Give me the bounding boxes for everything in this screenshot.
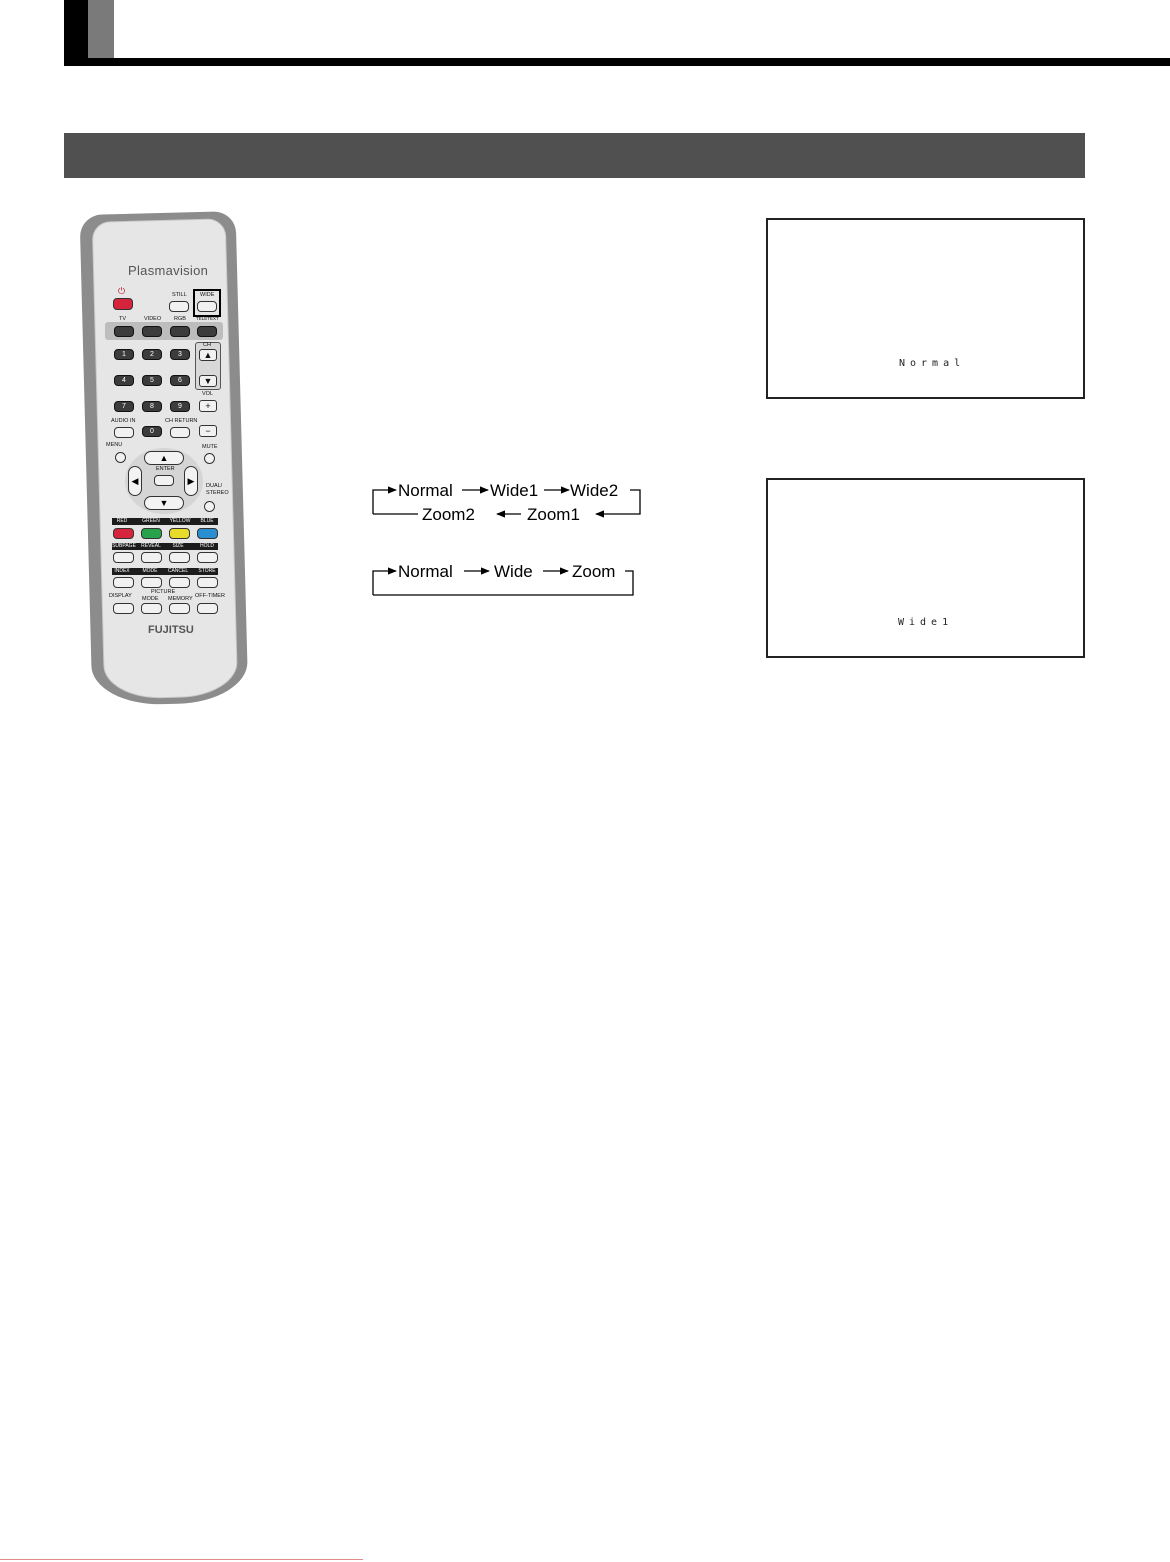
red-button[interactable] xyxy=(113,528,134,539)
ch-label: CH xyxy=(203,342,211,348)
off-timer-label: OFF-TIMER xyxy=(195,593,225,599)
digit-6-button[interactable]: 6 xyxy=(170,375,190,386)
cancel-label: CANCEL xyxy=(167,568,189,574)
footer-rule xyxy=(0,1559,363,1560)
loop-arrow-left xyxy=(373,490,396,514)
picture-mode-button[interactable] xyxy=(141,603,162,614)
video-label: VIDEO xyxy=(144,316,162,322)
blue-button[interactable] xyxy=(197,528,218,539)
flow2-wide: Wide xyxy=(494,562,533,581)
subpage-button[interactable] xyxy=(113,552,134,563)
hold-button[interactable] xyxy=(197,552,218,563)
enter-button[interactable] xyxy=(154,475,174,486)
blue-label: BLUE xyxy=(200,518,214,524)
ch-down-button[interactable]: ▼ xyxy=(199,375,217,387)
vol-label: VOL xyxy=(202,391,214,397)
flow2-normal: Normal xyxy=(398,562,453,581)
screen-wide1 xyxy=(766,478,1085,658)
screen-wide1-label: Wide1 xyxy=(898,617,954,628)
flow1-wide2: Wide2 xyxy=(570,481,619,500)
tv-button[interactable] xyxy=(114,326,134,337)
digit-8-button[interactable]: 8 xyxy=(142,401,162,412)
tv-label: TV xyxy=(119,316,127,322)
size-label: SIZE xyxy=(172,543,184,549)
teletext-button[interactable] xyxy=(197,326,217,337)
memory-label: MEMORY xyxy=(168,596,193,602)
green-label: GREEN xyxy=(142,518,160,524)
yellow-label: YELLOW xyxy=(169,518,191,524)
header-rule xyxy=(64,58,1170,66)
digit-2-button[interactable]: 2 xyxy=(142,349,162,360)
power-icon: ⏻ xyxy=(118,286,126,296)
dual-stereo-button[interactable] xyxy=(204,501,215,512)
vol-up-button[interactable]: + xyxy=(199,400,217,412)
digit-1-button[interactable]: 1 xyxy=(114,349,134,360)
nav-down-button[interactable]: ▼ xyxy=(144,496,184,510)
size-button[interactable] xyxy=(169,552,190,563)
flow1-normal: Normal xyxy=(398,481,453,500)
picture-mode-label: MODE xyxy=(142,596,159,602)
menu-label: MENU xyxy=(106,442,123,448)
digit-4-button[interactable]: 4 xyxy=(114,375,134,386)
display-label: DISPLAY xyxy=(109,593,132,599)
mode-button[interactable] xyxy=(141,577,162,588)
mute-button[interactable] xyxy=(204,453,215,464)
fujitsu-logo: FUJITSU xyxy=(148,624,194,636)
section-heading-bar xyxy=(64,133,1085,178)
flow1-wide1: Wide1 xyxy=(490,481,539,500)
video-button[interactable] xyxy=(142,326,162,337)
reveal-button[interactable] xyxy=(141,552,162,563)
nav-left-button[interactable]: ◀ xyxy=(128,466,142,496)
still-button[interactable] xyxy=(169,301,189,312)
ch-return-label: CH RETURN xyxy=(165,418,198,424)
store-button[interactable] xyxy=(197,577,218,588)
flow2-zoom: Zoom xyxy=(572,562,616,581)
flow1-zoom2: Zoom2 xyxy=(422,505,475,524)
power-button[interactable] xyxy=(113,298,133,310)
remote-brand: Plasmavision xyxy=(128,263,209,278)
digit-9-button[interactable]: 9 xyxy=(170,401,190,412)
reveal-label: REVEAL xyxy=(141,543,161,549)
rgb-label: RGB xyxy=(174,316,186,322)
screen-normal-label: Normal xyxy=(899,358,966,369)
audio-in-label: AUDIO IN xyxy=(111,418,136,424)
loop2-arrow-left xyxy=(373,571,396,595)
digit-3-button[interactable]: 3 xyxy=(170,349,190,360)
wide-label: WIDE xyxy=(200,292,215,298)
flow1-zoom1: Zoom1 xyxy=(527,505,580,524)
audio-in-button[interactable] xyxy=(114,427,134,438)
yellow-button[interactable] xyxy=(169,528,190,539)
mode-label: MODE xyxy=(142,568,158,574)
index-button[interactable] xyxy=(113,577,134,588)
cancel-button[interactable] xyxy=(169,577,190,588)
digit-5-button[interactable]: 5 xyxy=(142,375,162,386)
nav-up-button[interactable]: ▲ xyxy=(144,451,184,465)
wide-button-highlight xyxy=(193,289,221,317)
store-label: STORE xyxy=(198,568,216,574)
red-label: RED xyxy=(116,518,128,524)
green-button[interactable] xyxy=(141,528,162,539)
picture-label: PICTURE xyxy=(151,589,176,595)
stereo-label: STEREO xyxy=(206,490,229,496)
dual-label: DUAL/ xyxy=(206,483,223,489)
vol-down-button[interactable]: − xyxy=(199,425,217,437)
hold-label: HOLD xyxy=(200,543,214,549)
still-label: STILL xyxy=(172,292,187,298)
subpage-label: SUBPAGE xyxy=(112,543,136,549)
mute-label: MUTE xyxy=(202,444,218,450)
picture-memory-button[interactable] xyxy=(169,603,190,614)
rgb-button[interactable] xyxy=(170,326,190,337)
ch-up-button[interactable]: ▲ xyxy=(199,349,217,361)
enter-label: ENTER xyxy=(156,466,175,472)
digit-0-button[interactable]: 0 xyxy=(142,426,162,437)
index-label: INDEX xyxy=(114,568,130,574)
teletext-label: TELETEXT xyxy=(196,316,219,321)
display-button[interactable] xyxy=(113,603,134,614)
digit-7-button[interactable]: 7 xyxy=(114,401,134,412)
off-timer-button[interactable] xyxy=(197,603,218,614)
screen-normal xyxy=(766,218,1085,399)
header-grey-tab xyxy=(88,0,114,58)
header-black-tab xyxy=(64,0,88,60)
ch-return-button[interactable] xyxy=(170,427,190,438)
nav-right-button[interactable]: ▶ xyxy=(184,466,198,496)
menu-button[interactable] xyxy=(115,452,126,463)
